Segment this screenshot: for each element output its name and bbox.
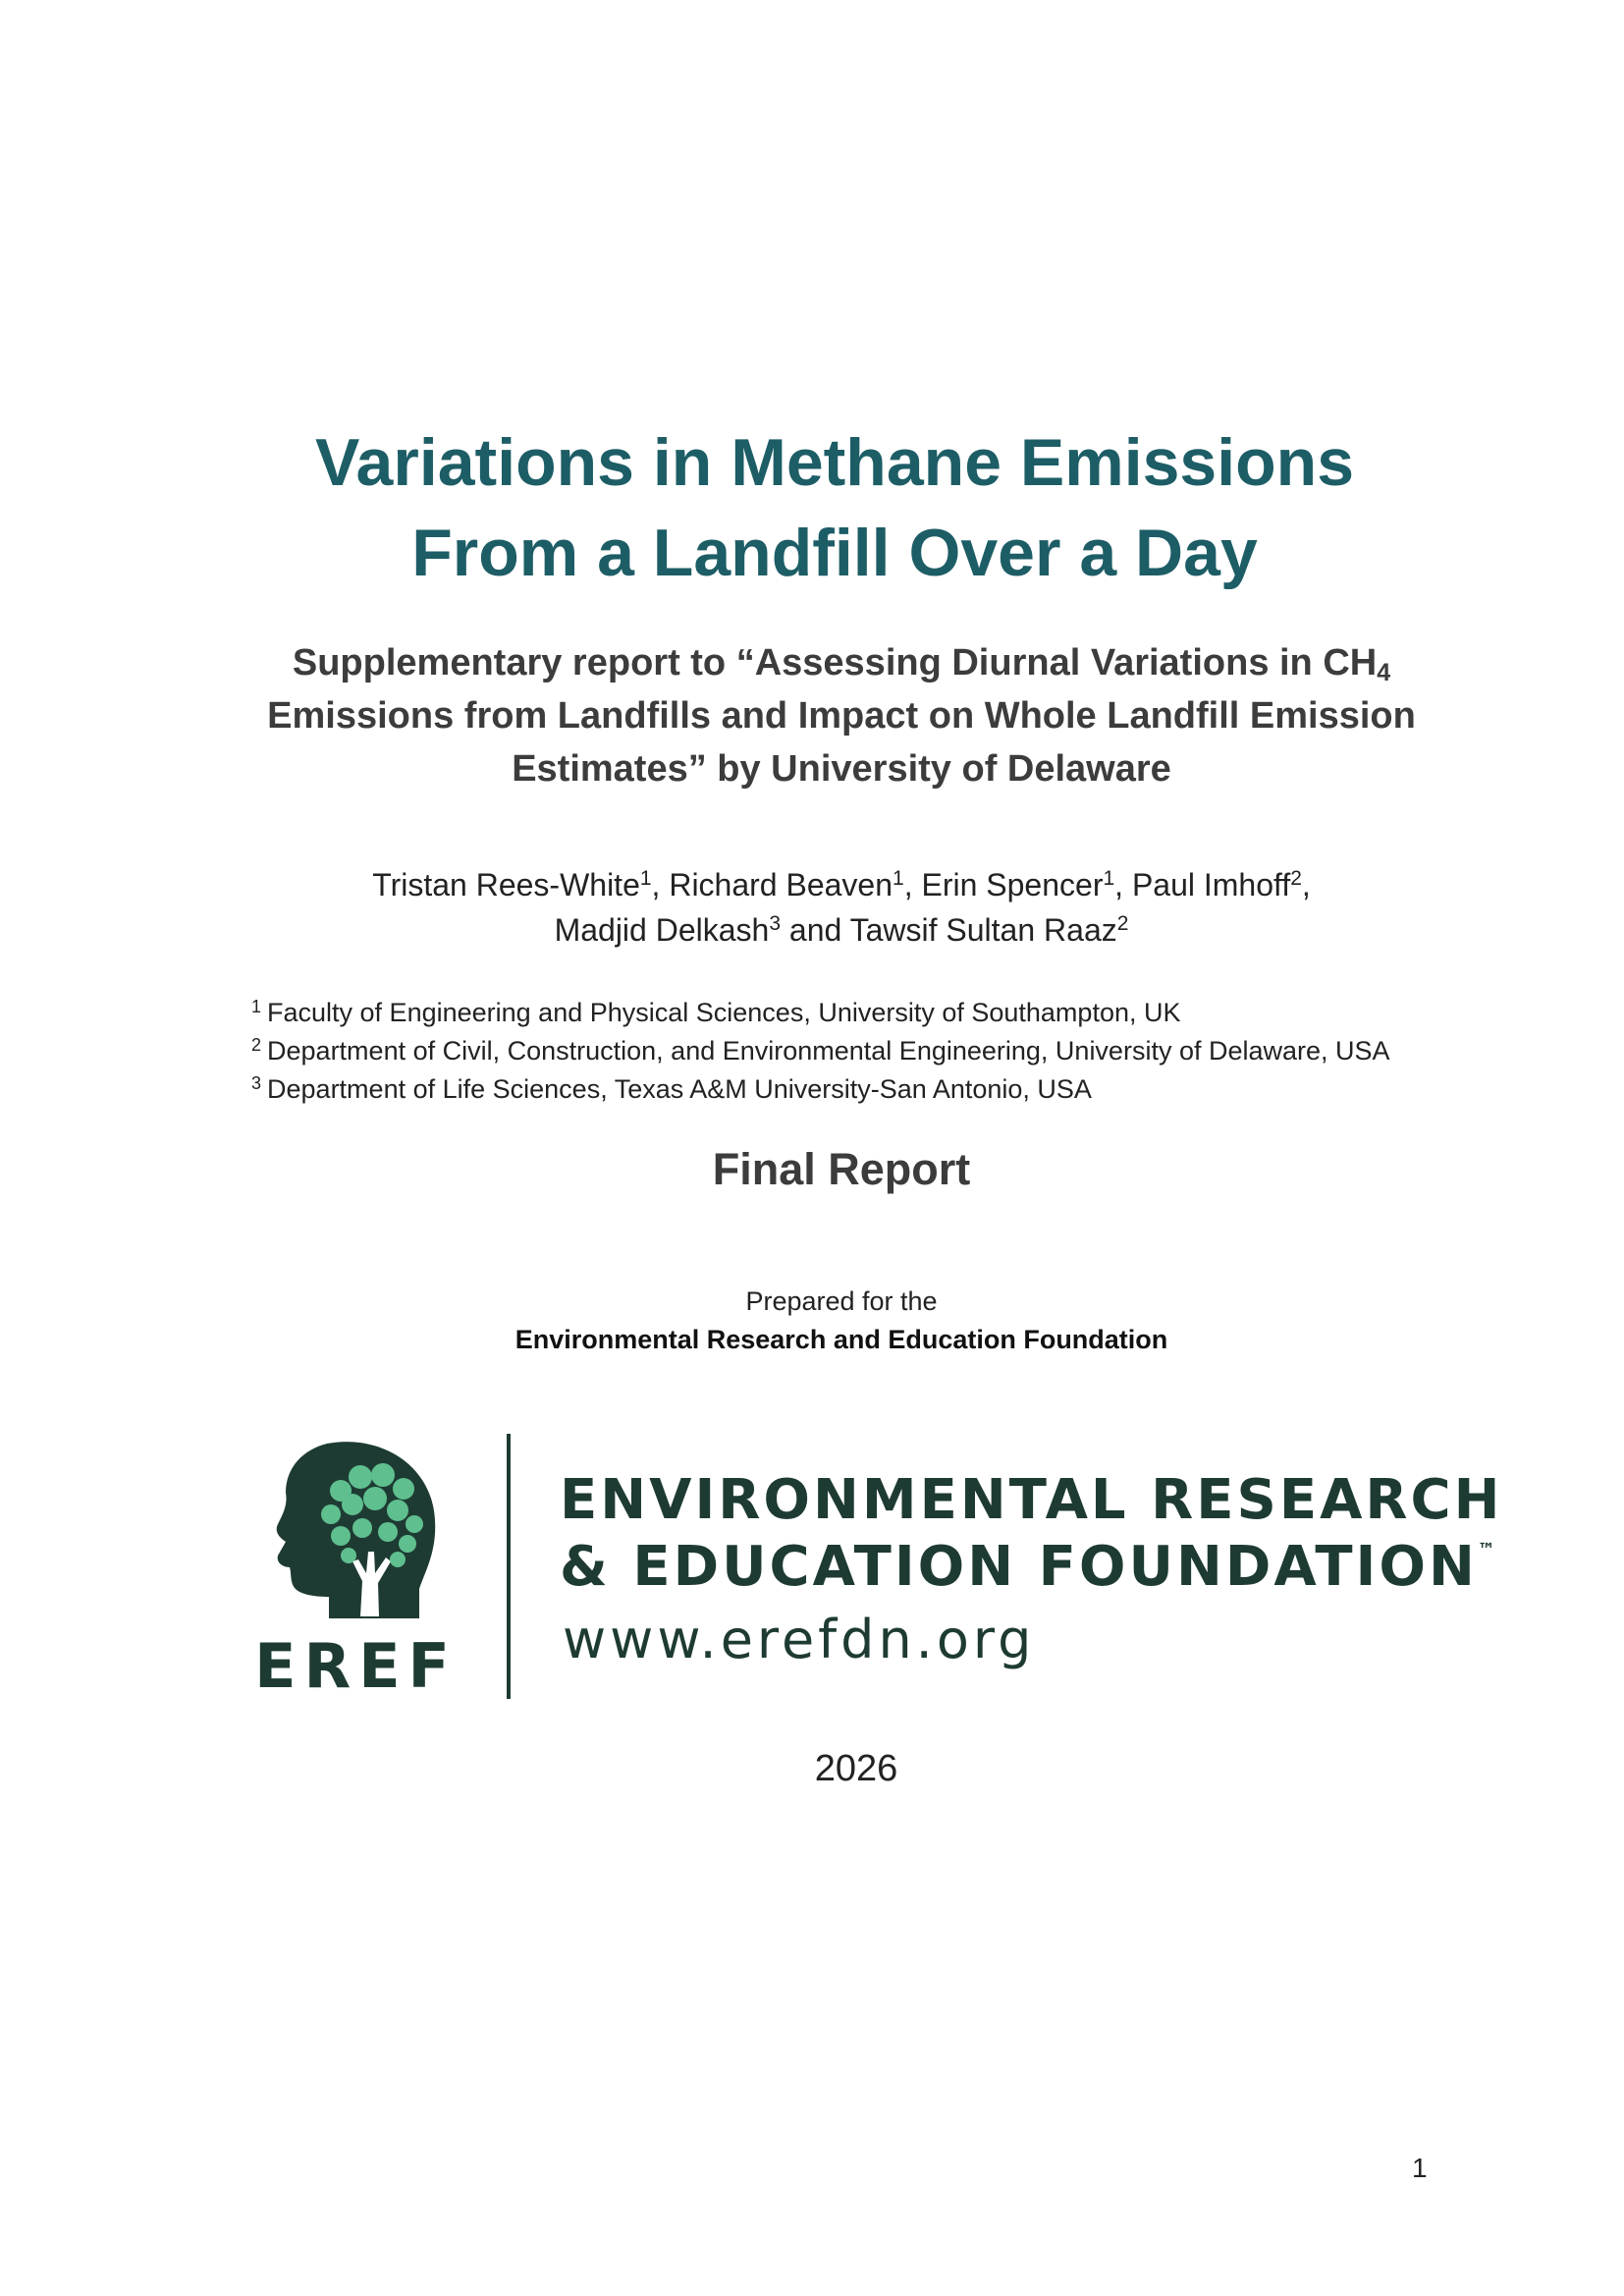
prepared-for-organization: Environmental Research and Education Foundation — [514, 1325, 1168, 1354]
logo-url: www.erefdn.org — [563, 1609, 1036, 1670]
affiliation-text: Department of Civil, Construction, and Environmental Engineering, University of Delaware, USA — [267, 1036, 1390, 1066]
affiliation-number: 1 — [251, 997, 262, 1016]
author-name: , Erin Spencer — [903, 867, 1104, 902]
author-name: Tristan Rees-White — [372, 867, 640, 902]
logo-acronym: EREF — [254, 1630, 458, 1702]
author-affil-mark: 2 — [1290, 867, 1302, 890]
affiliation-number: 2 — [251, 1035, 262, 1055]
subscript-4: 4 — [1377, 659, 1391, 686]
logo-divider — [507, 1434, 511, 1699]
author-separator: , — [1301, 867, 1311, 902]
subtitle-line-1 — [0, 636, 1624, 689]
subtitle-line-3: Estimates” by University of Delaware — [512, 748, 1171, 790]
affiliation-list — [251, 994, 1390, 1109]
author-list — [0, 862, 1624, 953]
prepared-for — [0, 1283, 1624, 1359]
affiliation-item — [251, 1070, 1390, 1109]
report-title — [0, 417, 1624, 598]
subtitle-line-2: Emissions from Landfills and Impact on Whole Landfill Emission — [267, 695, 1416, 737]
report-year: 2026 — [814, 1748, 898, 1789]
author-name: , Richard Beaven — [651, 867, 893, 902]
author-affil-mark: 3 — [769, 912, 782, 935]
author-name: and Tawsif Sultan Raaz — [781, 912, 1117, 948]
prepared-for-label: Prepared for the — [745, 1286, 938, 1316]
eref-logo — [250, 1434, 1503, 1704]
author-line-1 — [0, 862, 1624, 907]
title-line-2: From a Landfill Over a Day — [411, 516, 1258, 590]
author-affil-mark: 1 — [1103, 867, 1115, 890]
subtitle-line-1-text: Supplementary report to “Assessing Diurnal Variations in CH — [292, 642, 1378, 683]
affiliation-text: Faculty of Engineering and Physical Sciences, University of Southampton, UK — [267, 998, 1181, 1027]
report-subtitle — [0, 636, 1624, 795]
page-number: 1 — [1412, 2153, 1428, 2183]
affiliation-item — [251, 1032, 1390, 1070]
title-line-1: Variations in Methane Emissions — [314, 425, 1355, 500]
affiliation-number: 3 — [251, 1073, 262, 1093]
logo-text-line-2 — [560, 1535, 1495, 1599]
trademark-symbol: ™ — [1477, 1540, 1495, 1560]
author-line-2 — [0, 907, 1624, 953]
author-name: , Paul Imhoff — [1114, 867, 1291, 902]
affiliation-text: Department of Life Sciences, Texas A&M University-San Antonio, USA — [267, 1074, 1092, 1104]
author-affil-mark: 2 — [1116, 912, 1129, 935]
report-type-heading: Final Report — [712, 1144, 971, 1194]
author-affil-mark: 1 — [639, 867, 652, 890]
author-name: Madjid Delkash — [554, 912, 770, 948]
logo-text-line-2-text: & EDUCATION FOUNDATION — [560, 1535, 1478, 1599]
author-affil-mark: 1 — [893, 867, 904, 890]
logo-text-line-1: ENVIRONMENTAL RESEARCH — [560, 1468, 1503, 1532]
affiliation-item — [251, 994, 1390, 1032]
